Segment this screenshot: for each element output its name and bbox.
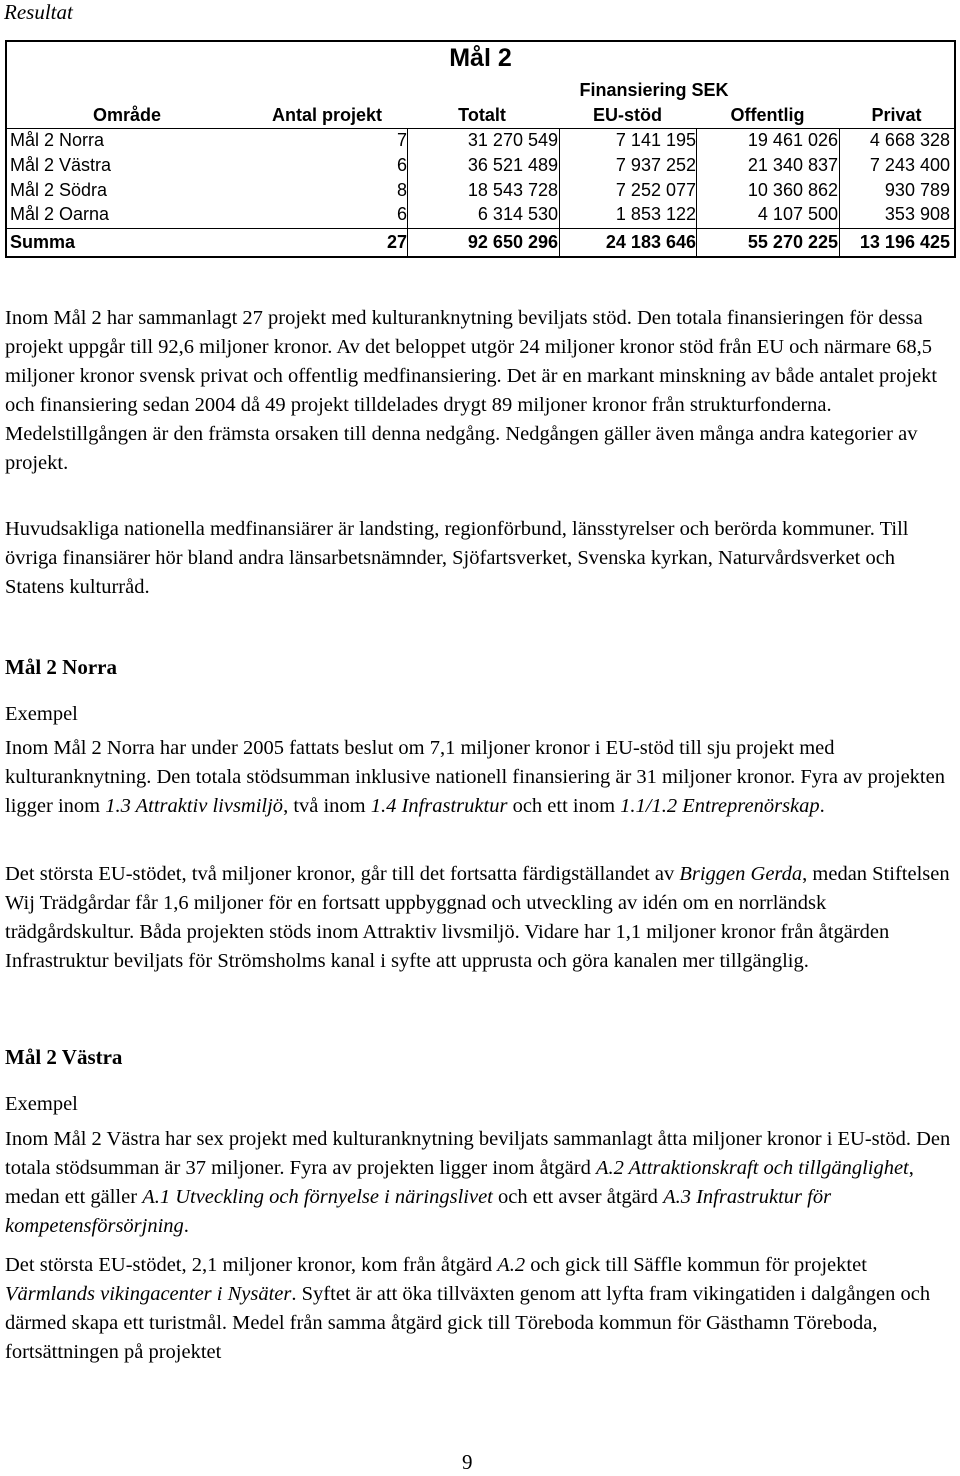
cell-private: 930 789 xyxy=(884,180,950,200)
cell-count: 6 xyxy=(396,155,407,175)
intro-paragraph-2: Huvudsakliga nationella medfinansiärer är landsting, regionförbund, länsstyrelser och berörda kommuner. Till övriga finansiärer hör bland andra länsarbetsnämnder, Sjöfartsverket, Svenska kyrkan, Naturvårdsverket och Statens kulturråd. xyxy=(5,518,909,598)
norra-paragraph-1: Inom Mål 2 Norra har under 2005 fattats beslut om 7,1 miljoner kronor i EU-stöd till sju projekt med kulturanknytning. Den totala stödsumman inklusive nationell finansiering är 31 miljoner kronor. Fyra av projekten ligger inom 1.3 Attraktiv livsmiljö, två inom 1.4 Infrastruktur och ett inom 1.1/1.2 Entreprenörskap. xyxy=(5,737,945,817)
column-divider xyxy=(696,128,697,256)
table-group-header-row xyxy=(7,80,954,105)
cell-public: 10 360 862 xyxy=(747,180,838,200)
norra-paragraph-2: Det största EU-stödet, två miljoner kronor, går till det fortsatta färdigställandet av Briggen Gerda, medan Stiftelsen Wij Trädgårdar får 1,6 miljoner för en fortsatt uppbyggnad och utveckling av idén om en norrländsk trädgårdskultur. Båda projekten stöds inom Attraktiv livsmiljö. Vidare har 1,1 miljoner kronor från åtgärden Infrastruktur beviljats för Strömsholms kanal i syfte att upprusta och göra kanalen mer tillgänglig. xyxy=(5,863,950,972)
table-title-row xyxy=(7,44,954,78)
table-total-row xyxy=(7,232,954,257)
cell-area: Mål 2 Oarna xyxy=(10,204,110,224)
cell-count: 7 xyxy=(396,130,407,150)
table-row xyxy=(7,130,954,155)
col-header-omrade: Område xyxy=(92,105,162,125)
cell-total-count: 27 xyxy=(386,232,407,252)
col-header-antal: Antal projekt xyxy=(271,105,382,125)
cell-total: 6 314 530 xyxy=(477,204,558,224)
cell-area: Mål 2 Norra xyxy=(10,130,105,150)
page-number: 9 xyxy=(462,1450,473,1474)
col-header-totalt: Totalt xyxy=(458,105,506,125)
cell-total-total: 92 650 296 xyxy=(467,232,558,252)
section-title-vastra: Mål 2 Västra xyxy=(5,1045,123,1069)
cell-total-public: 55 270 225 xyxy=(747,232,838,252)
cell-public: 21 340 837 xyxy=(747,155,838,175)
table-row xyxy=(7,180,954,205)
cell-private: 353 908 xyxy=(884,204,950,224)
cell-total: 18 543 728 xyxy=(467,180,558,200)
cell-eu: 7 937 252 xyxy=(615,155,696,175)
table-row xyxy=(7,155,954,180)
column-divider xyxy=(839,128,840,256)
cell-public: 4 107 500 xyxy=(757,204,838,224)
total-divider xyxy=(7,228,954,229)
cell-total-label: Summa xyxy=(10,232,76,252)
cell-eu: 1 853 122 xyxy=(615,204,696,224)
financing-table xyxy=(5,40,956,258)
cell-count: 6 xyxy=(396,204,407,224)
group-header: Finansiering SEK xyxy=(579,80,729,100)
cell-private: 7 243 400 xyxy=(869,155,950,175)
cell-eu: 7 141 195 xyxy=(615,130,696,150)
cell-total-eu: 24 183 646 xyxy=(605,232,696,252)
table-header-row xyxy=(7,105,954,130)
col-header-privat: Privat xyxy=(871,105,922,125)
cell-count: 8 xyxy=(396,180,407,200)
cell-area: Mål 2 Södra xyxy=(10,180,108,200)
section-title-norra: Mål 2 Norra xyxy=(5,655,117,679)
cell-eu: 7 252 077 xyxy=(615,180,696,200)
cell-total-private: 13 196 425 xyxy=(859,232,950,252)
vastra-paragraph-1: Inom Mål 2 Västra har sex projekt med kulturanknytning beviljats sammanlagt åtta miljoner kronor i EU-stöd. Den totala stödsumman är 37 miljoner. Fyra av projekten ligger inom åtgärd A.2 Attraktionskraft och tillgänglighet, medan ett gäller A.1 Utveckling och förnyelse i näringslivet och ett avser åtgärd A.3 Infrastruktur för kompetensförsörjning. xyxy=(5,1128,951,1237)
header-divider xyxy=(7,128,954,129)
col-header-eu: EU-stöd xyxy=(593,105,662,125)
exempel-label-vastra: Exempel xyxy=(5,1093,78,1115)
cell-public: 19 461 026 xyxy=(747,130,838,150)
cell-area: Mål 2 Västra xyxy=(10,155,112,175)
table-title: Mål 2 xyxy=(449,44,512,72)
cell-total: 31 270 549 xyxy=(467,130,558,150)
col-header-offentlig: Offentlig xyxy=(730,105,805,125)
cell-total: 36 521 489 xyxy=(467,155,558,175)
vastra-paragraph-2: Det största EU-stödet, 2,1 miljoner kronor, kom från åtgärd A.2 och gick till Säffle kommun för projektet Värmlands vikingacenter i Nysäter. Syftet är att öka tillväxten genom att lyfta fram vikingatiden i dalgången och därmed skapa ett turistmål. Medel från samma åtgärd gick till Töreboda kommun för Gästhamn Töreboda, fortsättningen på projektet xyxy=(5,1254,931,1363)
exempel-label-norra: Exempel xyxy=(5,703,78,725)
intro-paragraph-1: Inom Mål 2 har sammanlagt 27 projekt med kulturanknytning beviljats stöd. Den totala finansieringen för dessa projekt uppgår till 92,6 miljoner kronor. Av det beloppet utgör 24 miljoner kronor stöd från EU och närmare 68,5 miljoner kronor svensk privat och offentlig medfinansiering. Det är en markant minskning av både antalet projekt och finansiering sedan 2004 då 49 projekt tilldelades drygt 89 miljoner kronor från strukturfonderna. Medelstillgången är den främsta orsaken till denna nedgång. Nedgången gäller även många andra kategorier av projekt. xyxy=(5,307,938,474)
table-row xyxy=(7,204,954,229)
column-divider xyxy=(559,128,560,256)
cell-private: 4 668 328 xyxy=(869,130,950,150)
column-divider xyxy=(407,128,408,256)
page-heading: Resultat xyxy=(4,0,73,24)
